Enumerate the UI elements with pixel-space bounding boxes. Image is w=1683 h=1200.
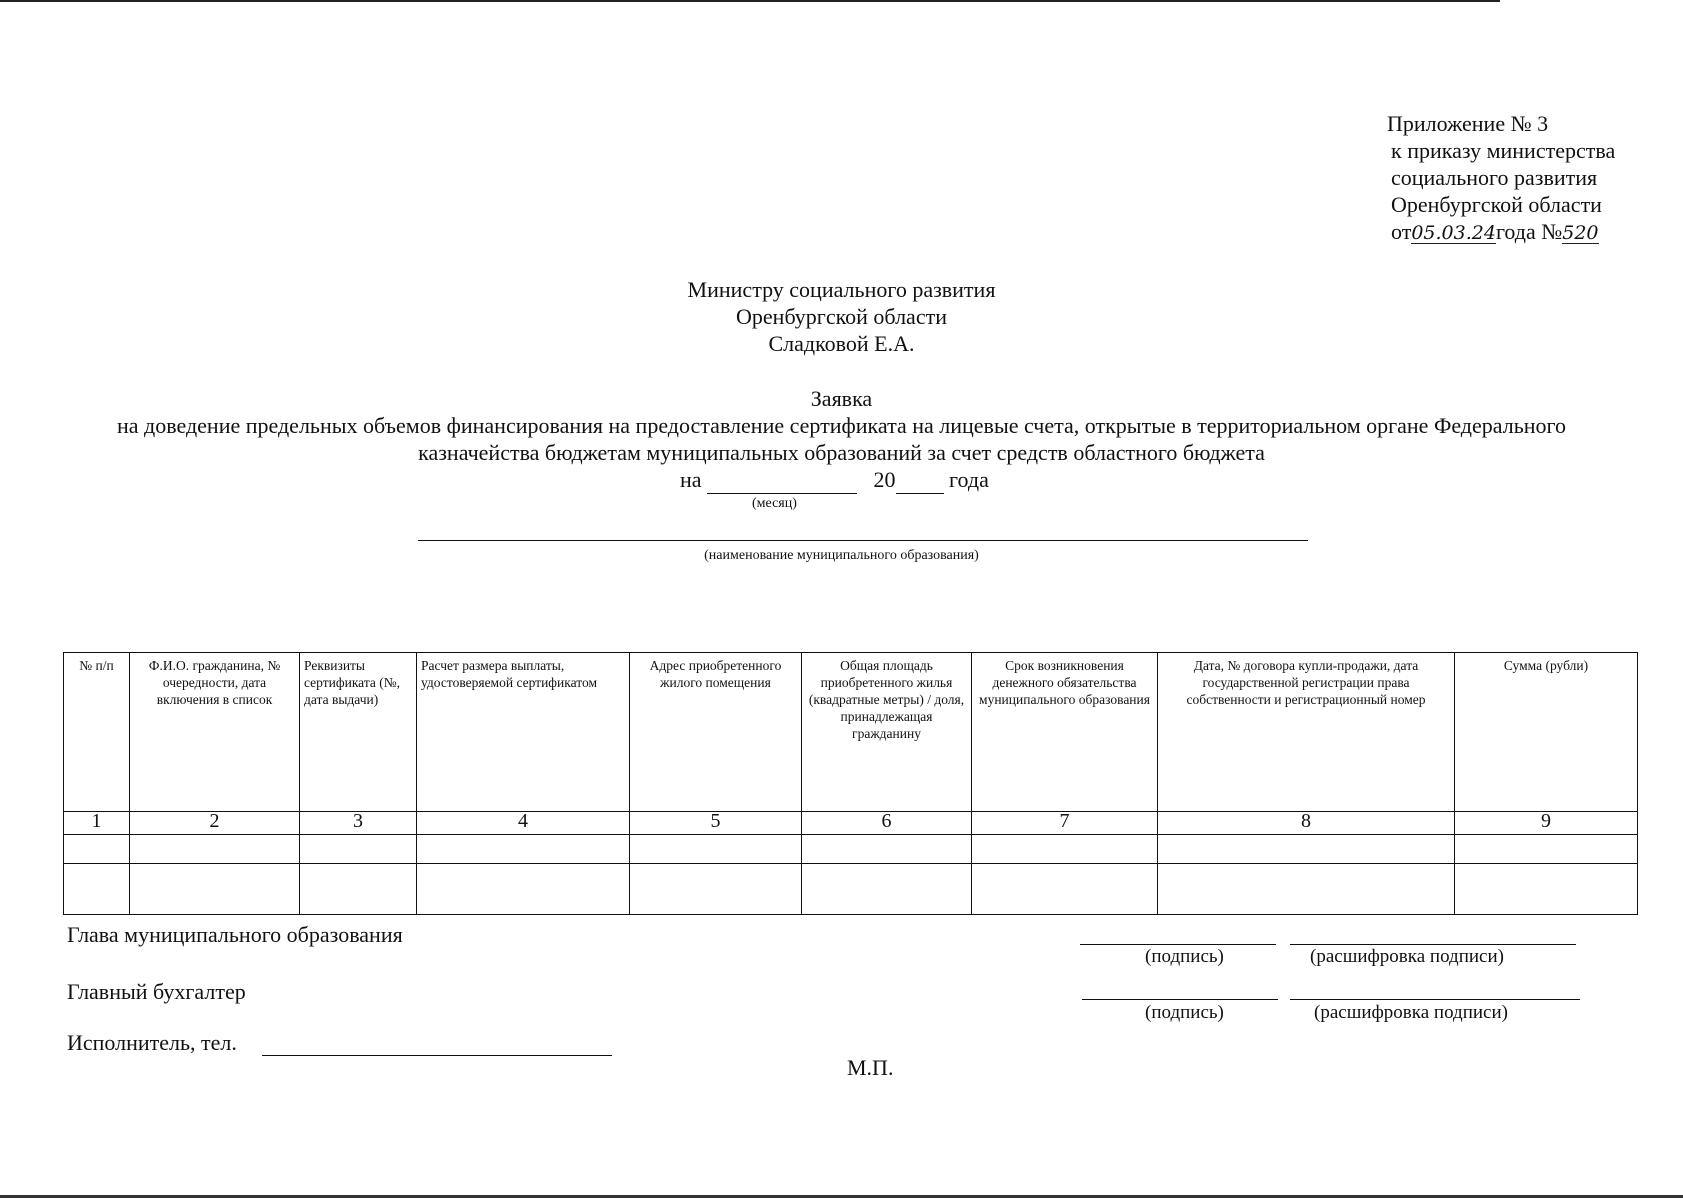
month-caption: (месяц)	[752, 496, 797, 511]
column-number: 4	[417, 812, 630, 835]
column-number: 8	[1158, 812, 1455, 835]
accountant-label: Главный бухгалтер	[67, 979, 246, 1004]
table-row	[64, 835, 1638, 864]
year-blank[interactable]	[896, 467, 944, 494]
appendix-date-mid: года №	[1495, 219, 1563, 244]
column-number: 7	[972, 812, 1158, 835]
executor-text: Исполнитель, тел.	[67, 1030, 237, 1055]
table-cell[interactable]	[1455, 864, 1638, 915]
year-prefix: 20	[873, 467, 896, 492]
column-number: 9	[1455, 812, 1638, 835]
table-cell[interactable]	[1455, 835, 1638, 864]
addressee-block	[0, 276, 1683, 357]
table-row	[64, 864, 1638, 915]
head-label: Глава муниципального образования	[67, 922, 403, 947]
table-header-row	[64, 653, 1638, 812]
accountant-sign-caption: (подпись)	[1145, 1002, 1224, 1023]
table-cell[interactable]	[972, 835, 1158, 864]
handwritten-date: 05.03.24	[1411, 222, 1496, 244]
month-blank[interactable]	[707, 467, 857, 494]
period-na: на	[680, 467, 702, 492]
table-cell[interactable]	[417, 835, 630, 864]
table-cell[interactable]	[300, 835, 417, 864]
appendix-date-line	[1387, 218, 1615, 245]
header-cell-address: Адрес приобретенного жилого помещения	[630, 653, 802, 812]
appendix-ministry-line: социального развития	[1391, 165, 1598, 190]
executor-label	[67, 1030, 237, 1056]
application-table	[63, 652, 1638, 915]
appendix-order-line: к приказу министерства	[1391, 138, 1616, 163]
municipality-blank[interactable]	[418, 540, 1308, 541]
table-cell[interactable]	[300, 864, 417, 915]
accountant-decode-line[interactable]	[1290, 999, 1580, 1000]
table-cell[interactable]	[630, 864, 802, 915]
title-line-1: на доведение предельных объемов финансирования на предоставление сертификата на лицевые счета, открытые в территориальном органе Федерального	[117, 413, 1566, 438]
title-heading: Заявка	[810, 386, 873, 411]
executor-phone-line[interactable]	[262, 1055, 612, 1056]
table-cell[interactable]	[417, 864, 630, 915]
header-cell-certificate: Реквизиты сертификата (№, дата выдачи)	[300, 653, 417, 812]
table-cell[interactable]	[130, 864, 300, 915]
table-cell[interactable]	[972, 864, 1158, 915]
header-cell-sum: Сумма (рубли)	[1455, 653, 1638, 812]
page-bottom-border	[0, 1195, 1683, 1198]
head-decode-line[interactable]	[1290, 944, 1576, 945]
column-number: 1	[64, 812, 130, 835]
header-cell-term: Срок возникновения денежного обязательства муниципального образования	[972, 653, 1158, 812]
column-number: 3	[300, 812, 417, 835]
accountant-decode-caption: (расшифровка подписи)	[1314, 1002, 1508, 1023]
table-cell[interactable]	[802, 864, 972, 915]
column-number-row	[64, 812, 1638, 835]
municipality-caption: (наименование муниципального образования)	[704, 548, 979, 563]
seal-place-mark: М.П.	[847, 1055, 894, 1080]
header-cell-number: № п/п	[64, 653, 130, 812]
addressee-line-2: Оренбургской области	[736, 304, 947, 329]
appendix-title: Приложение № 3	[1387, 111, 1549, 136]
column-number: 6	[802, 812, 972, 835]
header-cell-area: Общая площадь приобретенного жилья (квадратные метры) / доля, принадлежащая гражданину	[802, 653, 972, 812]
head-signature-line[interactable]	[1080, 944, 1276, 945]
addressee-line-3: Сладковой Е.А.	[768, 331, 915, 356]
table-cell[interactable]	[1158, 864, 1455, 915]
header-cell-calculation: Расчет размера выплаты, удостоверяемой сертификатом	[417, 653, 630, 812]
appendix-block	[1387, 110, 1615, 245]
page-top-border	[0, 0, 1500, 2]
title-line-2: казначейства бюджетам муниципальных образований за счет средств областного бюджета	[418, 440, 1265, 465]
column-number: 2	[130, 812, 300, 835]
header-cell-contract: Дата, № договора купли-продажи, дата государственной регистрации права собственности и регистрационный номер	[1158, 653, 1455, 812]
table-cell[interactable]	[1158, 835, 1455, 864]
column-number: 5	[630, 812, 802, 835]
appendix-region-line: Оренбургской области	[1391, 192, 1602, 217]
head-decode-caption: (расшифровка подписи)	[1310, 946, 1504, 967]
handwritten-order-number: 520	[1562, 222, 1599, 244]
table-cell[interactable]	[64, 864, 130, 915]
appendix-date-prefix: от	[1391, 219, 1412, 244]
document-title	[0, 385, 1683, 466]
period-line	[680, 467, 989, 494]
table-cell[interactable]	[130, 835, 300, 864]
table-cell[interactable]	[802, 835, 972, 864]
head-sign-caption: (подпись)	[1145, 946, 1224, 967]
table-cell[interactable]	[64, 835, 130, 864]
header-cell-fio: Ф.И.О. гражданина, № очередности, дата включения в список	[130, 653, 300, 812]
table-cell[interactable]	[630, 835, 802, 864]
year-suffix: года	[949, 467, 989, 492]
accountant-signature-line[interactable]	[1082, 999, 1278, 1000]
addressee-line-1: Министру социального развития	[687, 277, 996, 302]
